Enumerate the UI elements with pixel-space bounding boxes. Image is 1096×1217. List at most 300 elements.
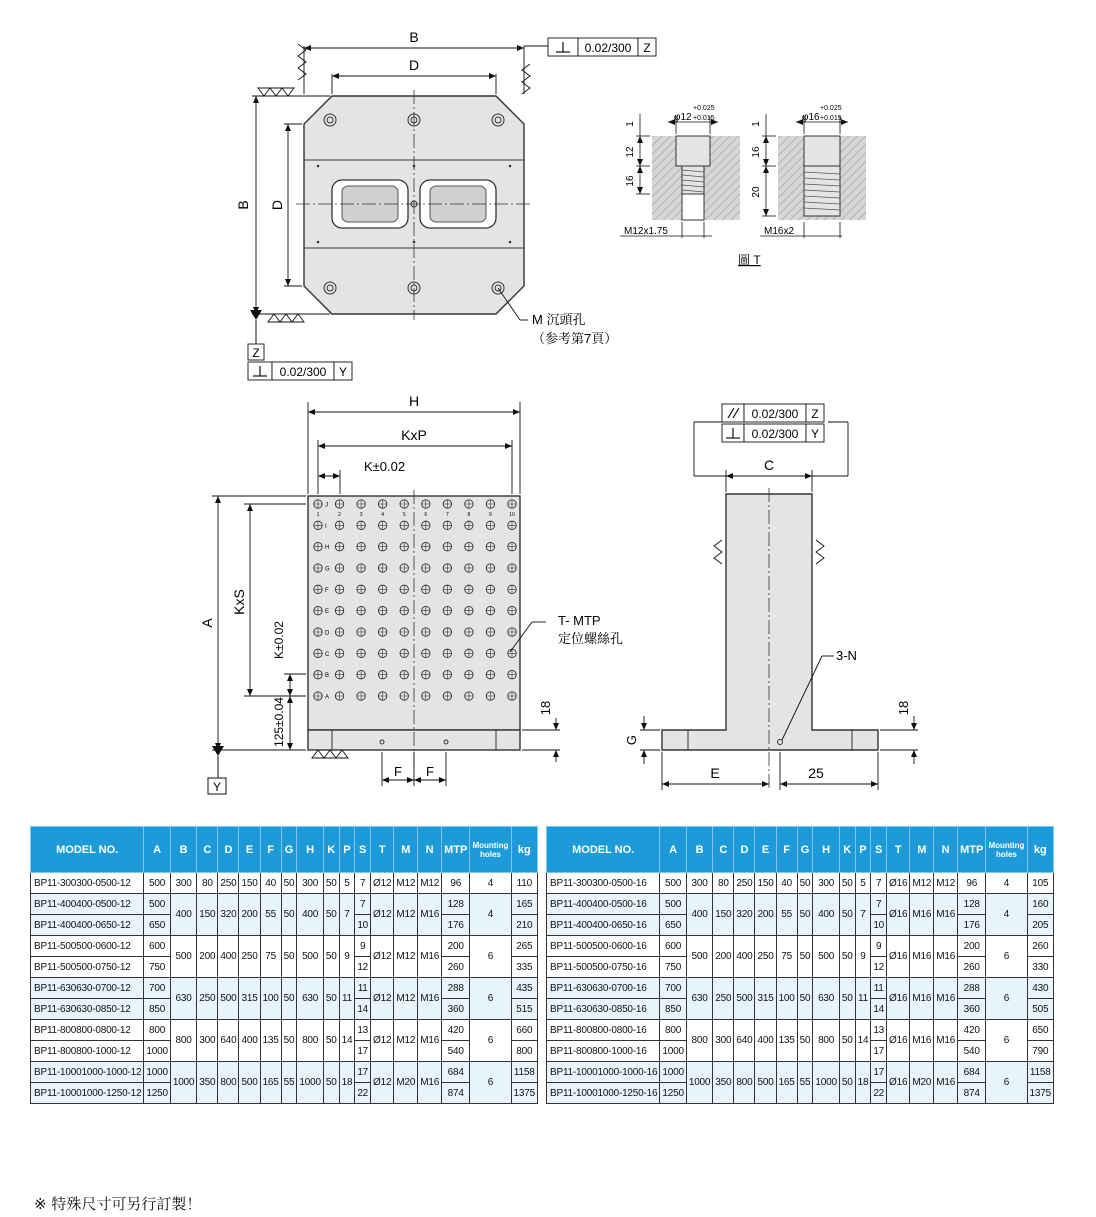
col-header: Mounting holes — [470, 827, 511, 873]
cell-h: 1000 — [813, 1062, 839, 1104]
cell-h: 500 — [297, 936, 323, 978]
dim-B-left: B — [235, 200, 251, 210]
cell-p: 7 — [339, 894, 355, 936]
row-letter: C — [325, 651, 330, 658]
col-header: A — [660, 827, 686, 873]
dim-KxP: KxP — [401, 427, 427, 443]
dim-18-front: 18 — [538, 700, 553, 716]
cell-n: M12 — [934, 873, 958, 894]
cell-h: 800 — [813, 1020, 839, 1062]
cell-model: BP11-500500-0750-16 — [547, 957, 660, 978]
row-letter: E — [325, 609, 330, 616]
detail2-dim2: 16 — [751, 146, 762, 158]
detail2-tol-up: +0.025 — [820, 105, 842, 112]
cell-p: 14 — [855, 1020, 871, 1062]
cell-k: 50 — [839, 1062, 855, 1104]
cell-mtp: 360 — [958, 999, 986, 1020]
cell-c: 200 — [713, 936, 734, 978]
cell-mtp: 176 — [442, 915, 470, 936]
footnote: ※ 特殊尺寸可另行訂製！ — [34, 1195, 202, 1213]
cell-kg: 105 — [1027, 873, 1053, 894]
col-header: E — [755, 827, 776, 873]
cell-mh: 4 — [986, 894, 1027, 936]
cell-c: 200 — [197, 936, 218, 978]
cell-h: 800 — [297, 1020, 323, 1062]
cell-model: BP11-630630-0850-12 — [31, 999, 144, 1020]
cell-e: 200 — [755, 894, 776, 936]
col-header: G — [281, 827, 297, 873]
detail2-thread: M16x2 — [764, 226, 795, 237]
cell-t: Ø16 — [887, 1062, 910, 1104]
table-row — [31, 1020, 538, 1041]
row-letter: J — [325, 502, 328, 509]
cell-mh: 6 — [986, 978, 1027, 1020]
col-number: 1 — [316, 512, 320, 518]
cell-kg: 1375 — [511, 1083, 537, 1104]
detail1-thread: M12x1.75 — [624, 226, 668, 237]
col-header: K — [839, 827, 855, 873]
cell-e: 400 — [239, 1020, 260, 1062]
col-header: P — [855, 827, 871, 873]
col-header: E — [239, 827, 260, 873]
dim-K-tol-v: K±0.02 — [272, 621, 286, 659]
cell-mtp: 874 — [442, 1083, 470, 1104]
col-number: 10 — [509, 512, 515, 518]
cell-n: M16 — [934, 894, 958, 936]
cell-s: 14 — [871, 999, 887, 1020]
cell-d: 800 — [218, 1062, 239, 1104]
cell-model: BP11-10001000-1000-12 — [31, 1062, 144, 1083]
cell-n: M16 — [934, 1062, 958, 1104]
cell-mtp: 200 — [442, 936, 470, 957]
cell-p: 18 — [855, 1062, 871, 1104]
cell-n: M16 — [418, 894, 442, 936]
cell-s: 17 — [355, 1062, 371, 1083]
tol-top-value: 0.02/300 — [584, 41, 632, 55]
cell-h: 630 — [297, 978, 323, 1020]
dim-F2: F — [426, 764, 434, 779]
col-header: B — [686, 827, 712, 873]
cell-model: BP11-400400-0650-16 — [547, 915, 660, 936]
cell-mtp: 540 — [442, 1041, 470, 1062]
cell-model: BP11-10001000-1250-12 — [31, 1083, 144, 1104]
cell-kg: 205 — [1027, 915, 1053, 936]
cell-a: 850 — [660, 999, 686, 1020]
cell-s: 7 — [355, 894, 371, 915]
cell-s: 11 — [355, 978, 371, 999]
col-number: 6 — [424, 512, 428, 518]
dim-E: E — [710, 765, 720, 781]
cell-s: 14 — [355, 999, 371, 1020]
table-row — [31, 978, 538, 999]
cell-mh: 4 — [470, 894, 511, 936]
cell-f: 135 — [260, 1020, 281, 1062]
cell-a: 1250 — [144, 1083, 170, 1104]
cell-f: 75 — [260, 936, 281, 978]
dim-125: 125±0.04 — [272, 697, 286, 747]
cell-m: M12 — [394, 894, 418, 936]
detail1-dim2: 12 — [625, 146, 636, 158]
cell-a: 650 — [660, 915, 686, 936]
cell-d: 320 — [218, 894, 239, 936]
dim-25: 25 — [808, 765, 824, 781]
cell-k: 50 — [323, 894, 339, 936]
cell-t: Ø16 — [887, 873, 910, 894]
cell-mtp: 200 — [958, 936, 986, 957]
cell-e: 500 — [755, 1062, 776, 1104]
cell-d: 250 — [734, 873, 755, 894]
cell-s: 13 — [871, 1020, 887, 1041]
cell-kg: 650 — [1027, 1020, 1053, 1041]
table-row — [547, 1020, 1054, 1041]
col-header: S — [871, 827, 887, 873]
cell-s: 17 — [871, 1062, 887, 1083]
side-view — [624, 404, 918, 790]
cell-mtp: 684 — [958, 1062, 986, 1083]
cell-t: Ø12 — [371, 894, 394, 936]
cell-e: 200 — [239, 894, 260, 936]
cell-c: 80 — [713, 873, 734, 894]
dim-D-left: D — [269, 199, 285, 211]
cell-c: 250 — [197, 978, 218, 1020]
cell-k: 50 — [323, 978, 339, 1020]
detail2-dim3: 20 — [751, 186, 762, 198]
cell-m: M12 — [394, 1020, 418, 1062]
cell-k: 50 — [839, 978, 855, 1020]
cell-s: 13 — [355, 1020, 371, 1041]
cell-b: 500 — [686, 936, 712, 978]
col-number: 8 — [467, 512, 471, 518]
detail1-tol-up: +0.025 — [693, 105, 715, 112]
cell-c: 80 — [197, 873, 218, 894]
cell-h: 300 — [297, 873, 323, 894]
cell-c: 150 — [713, 894, 734, 936]
col-header: K — [323, 827, 339, 873]
cell-mtp: 128 — [442, 894, 470, 915]
cell-g: 50 — [281, 978, 297, 1020]
cell-model: BP11-800800-1000-12 — [31, 1041, 144, 1062]
cell-k: 50 — [839, 873, 855, 894]
cell-f: 75 — [776, 936, 797, 978]
cell-t: Ø16 — [887, 978, 910, 1020]
cell-model: BP11-300300-0500-16 — [547, 873, 660, 894]
cell-kg: 800 — [511, 1041, 537, 1062]
cell-k: 50 — [839, 894, 855, 936]
cell-model: BP11-800800-0800-12 — [31, 1020, 144, 1041]
cell-c: 300 — [197, 1020, 218, 1062]
cell-kg: 335 — [511, 957, 537, 978]
cell-b: 300 — [170, 873, 196, 894]
cell-a: 750 — [660, 957, 686, 978]
cell-kg: 330 — [1027, 957, 1053, 978]
spec-table-16 — [546, 826, 1054, 1104]
cell-a: 500 — [144, 894, 170, 915]
cell-p: 9 — [855, 936, 871, 978]
tmtp-label: T- MTP — [558, 613, 601, 628]
side-tol1-value: 0.02/300 — [751, 407, 799, 421]
cell-c: 300 — [713, 1020, 734, 1062]
col-header: D — [218, 827, 239, 873]
cell-mh: 4 — [470, 873, 511, 894]
col-header: B — [170, 827, 196, 873]
col-header: F — [776, 827, 797, 873]
cell-g: 55 — [281, 1062, 297, 1104]
dim-18-side: 18 — [896, 700, 911, 716]
cell-mtp: 540 — [958, 1041, 986, 1062]
table-row — [547, 978, 1054, 999]
cell-mtp: 260 — [442, 957, 470, 978]
col-header: MODEL NO. — [547, 827, 660, 873]
cell-g: 50 — [281, 936, 297, 978]
cell-kg: 1375 — [1027, 1083, 1053, 1104]
col-header: H — [813, 827, 839, 873]
row-letter: I — [325, 523, 327, 530]
cell-c: 250 — [713, 978, 734, 1020]
table-row — [31, 894, 538, 915]
cell-a: 800 — [660, 1020, 686, 1041]
row-letter: A — [325, 694, 330, 701]
cell-kg: 790 — [1027, 1041, 1053, 1062]
cell-b: 800 — [686, 1020, 712, 1062]
detail1-tol-lo: +0.015 — [693, 115, 715, 122]
col-header: F — [260, 827, 281, 873]
cell-a: 500 — [144, 873, 170, 894]
cell-s: 11 — [871, 978, 887, 999]
dim-G: G — [624, 734, 639, 746]
cell-b: 1000 — [686, 1062, 712, 1104]
detail2-tol-lo: +0.015 — [820, 115, 842, 122]
cell-kg: 505 — [1027, 999, 1053, 1020]
cell-f: 135 — [776, 1020, 797, 1062]
tol-top-ref: Z — [643, 41, 651, 55]
cell-a: 1000 — [144, 1062, 170, 1083]
cell-model: BP11-10001000-1000-16 — [547, 1062, 660, 1083]
table-row — [547, 936, 1054, 957]
top-view — [235, 29, 656, 380]
cell-e: 250 — [239, 936, 260, 978]
table-row — [31, 873, 538, 894]
cell-m: M16 — [910, 894, 934, 936]
row-letter: G — [325, 566, 330, 573]
detail2-dia: φ16 — [802, 112, 820, 123]
cell-d: 640 — [734, 1020, 755, 1062]
cell-k: 50 — [323, 936, 339, 978]
detail1-dim1: 1 — [625, 121, 636, 127]
cell-mtp: 420 — [958, 1020, 986, 1041]
cell-e: 400 — [755, 1020, 776, 1062]
dim-D-top: D — [408, 57, 420, 73]
detail1-dia: φ12 — [674, 112, 692, 123]
table-row — [547, 1062, 1054, 1083]
cell-a: 500 — [660, 873, 686, 894]
cell-mtp: 96 — [442, 873, 470, 894]
cell-mtp: 874 — [958, 1083, 986, 1104]
cell-h: 400 — [297, 894, 323, 936]
side-view-body — [662, 494, 878, 750]
cell-model: BP11-500500-0600-16 — [547, 936, 660, 957]
cell-g: 50 — [797, 936, 813, 978]
cell-g: 55 — [797, 1062, 813, 1104]
side-tol2-ref: Y — [810, 427, 820, 441]
col-number: 7 — [445, 512, 449, 518]
cell-g: 50 — [797, 978, 813, 1020]
cell-p: 11 — [339, 978, 355, 1020]
cell-model: BP11-10001000-1250-16 — [547, 1083, 660, 1104]
cell-h: 630 — [813, 978, 839, 1020]
cell-e: 250 — [755, 936, 776, 978]
cell-model: BP11-630630-0850-16 — [547, 999, 660, 1020]
col-header: M — [910, 827, 934, 873]
cell-m: M16 — [910, 1020, 934, 1062]
dim-B-top: B — [409, 29, 419, 45]
cell-p: 5 — [855, 873, 871, 894]
hole-note-2: （参考第7頁） — [532, 331, 618, 346]
cell-b: 500 — [170, 936, 196, 978]
cell-t: Ø12 — [371, 873, 394, 894]
cell-model: BP11-800800-0800-16 — [547, 1020, 660, 1041]
cell-n: M16 — [934, 978, 958, 1020]
cell-mtp: 288 — [442, 978, 470, 999]
cell-s: 17 — [871, 1041, 887, 1062]
datum-y-label: Y — [212, 780, 222, 794]
cell-t: Ø12 — [371, 1020, 394, 1062]
col-header: A — [144, 827, 170, 873]
cell-a: 1000 — [660, 1062, 686, 1083]
cell-a: 600 — [660, 936, 686, 957]
dim-C: C — [763, 457, 775, 473]
cell-n: M16 — [934, 1020, 958, 1062]
cell-m: M16 — [910, 978, 934, 1020]
detail-t-view — [620, 105, 866, 267]
cell-e: 315 — [239, 978, 260, 1020]
cell-e: 150 — [755, 873, 776, 894]
cell-a: 700 — [144, 978, 170, 999]
cell-c: 350 — [713, 1062, 734, 1104]
cell-model: BP11-630630-0700-12 — [31, 978, 144, 999]
cell-c: 350 — [197, 1062, 218, 1104]
cell-s: 12 — [871, 957, 887, 978]
col-header: D — [734, 827, 755, 873]
cell-m: M16 — [910, 936, 934, 978]
row-letter: H — [325, 545, 330, 552]
cell-g: 50 — [797, 894, 813, 936]
cell-mtp: 360 — [442, 999, 470, 1020]
front-view — [199, 393, 623, 794]
detail2-dim1: 1 — [751, 121, 762, 127]
cell-mh: 6 — [986, 936, 1027, 978]
cell-model: BP11-500500-0750-12 — [31, 957, 144, 978]
col-header: N — [934, 827, 958, 873]
cell-p: 14 — [339, 1020, 355, 1062]
table-row — [547, 894, 1054, 915]
cell-mh: 6 — [470, 978, 511, 1020]
cell-g: 50 — [797, 1020, 813, 1062]
cell-h: 500 — [813, 936, 839, 978]
table-row — [31, 1062, 538, 1083]
cell-m: M20 — [910, 1062, 934, 1104]
cell-n: M16 — [418, 936, 442, 978]
cell-s: 17 — [355, 1041, 371, 1062]
cell-g: 50 — [281, 894, 297, 936]
cell-f: 100 — [260, 978, 281, 1020]
cell-f: 40 — [260, 873, 281, 894]
cell-a: 700 — [660, 978, 686, 999]
cell-b: 400 — [686, 894, 712, 936]
cell-model: BP11-300300-0500-12 — [31, 873, 144, 894]
cell-mtp: 288 — [958, 978, 986, 999]
cell-d: 400 — [218, 936, 239, 978]
dim-H: H — [408, 393, 420, 409]
col-number: 4 — [381, 512, 385, 518]
spec-table-12 — [30, 826, 538, 1104]
cell-s: 22 — [871, 1083, 887, 1104]
cell-mh: 6 — [470, 936, 511, 978]
cell-model: BP11-500500-0600-12 — [31, 936, 144, 957]
cell-d: 800 — [734, 1062, 755, 1104]
cell-m: M20 — [394, 1062, 418, 1104]
cell-g: 50 — [281, 873, 297, 894]
cell-t: Ø12 — [371, 936, 394, 978]
cell-model: BP11-400400-0500-12 — [31, 894, 144, 915]
cell-a: 1000 — [660, 1041, 686, 1062]
cell-d: 640 — [218, 1020, 239, 1062]
col-header: H — [297, 827, 323, 873]
cell-f: 165 — [776, 1062, 797, 1104]
cell-t: Ø16 — [887, 894, 910, 936]
cell-s: 12 — [355, 957, 371, 978]
dim-K-tol: K±0.02 — [364, 459, 406, 474]
cell-e: 315 — [755, 978, 776, 1020]
cell-s: 9 — [871, 936, 887, 957]
col-header: kg — [1027, 827, 1053, 873]
cell-a: 600 — [144, 936, 170, 957]
detail-caption: 圖 T — [738, 253, 761, 267]
col-header: S — [355, 827, 371, 873]
cell-kg: 165 — [511, 894, 537, 915]
cell-e: 150 — [239, 873, 260, 894]
cell-b: 1000 — [170, 1062, 196, 1104]
col-header: MTP — [958, 827, 986, 873]
col-header: C — [713, 827, 734, 873]
dim-KxS: KxS — [231, 589, 247, 615]
side-tol2-value: 0.02/300 — [751, 427, 799, 441]
cell-mtp: 420 — [442, 1020, 470, 1041]
cell-kg: 110 — [511, 873, 537, 894]
cell-kg: 210 — [511, 915, 537, 936]
cell-b: 400 — [170, 894, 196, 936]
row-letter: B — [325, 673, 330, 680]
cell-kg: 435 — [511, 978, 537, 999]
cell-b: 300 — [686, 873, 712, 894]
cell-a: 650 — [144, 915, 170, 936]
cell-a: 1250 — [660, 1083, 686, 1104]
cell-d: 500 — [734, 978, 755, 1020]
col-header: T — [887, 827, 910, 873]
col-header: G — [797, 827, 813, 873]
cell-d: 400 — [734, 936, 755, 978]
cell-f: 55 — [260, 894, 281, 936]
cell-kg: 1158 — [511, 1062, 537, 1083]
cell-n: M12 — [418, 873, 442, 894]
cell-a: 750 — [144, 957, 170, 978]
col-number: 5 — [402, 512, 406, 518]
cell-p: 5 — [339, 873, 355, 894]
cell-mtp: 96 — [958, 873, 986, 894]
cell-kg: 265 — [511, 936, 537, 957]
cell-n: M16 — [418, 1020, 442, 1062]
cell-f: 100 — [776, 978, 797, 1020]
hole-note-1: M 沉頭孔 — [532, 312, 586, 327]
